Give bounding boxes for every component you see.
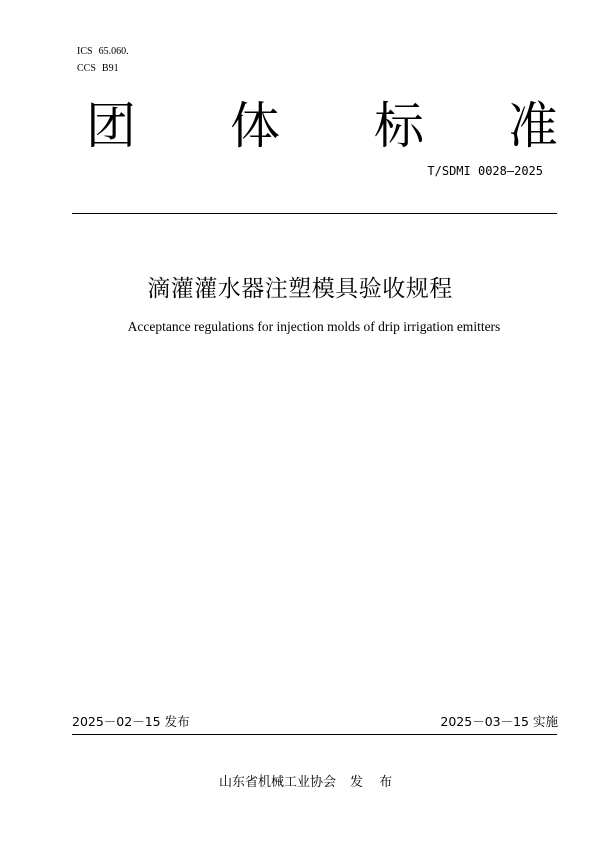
- ccs-code: B91: [101, 63, 119, 74]
- header-divider: [72, 213, 557, 214]
- ccs-classification: [77, 63, 119, 75]
- header-char-standard: 标: [374, 97, 424, 155]
- header-char-group: 团: [86, 97, 136, 155]
- release-date: 2025－02－15 发布: [72, 714, 190, 729]
- footer-divider: [72, 734, 557, 735]
- issuer-action: 发 布: [350, 775, 399, 790]
- standard-number: T/SDMI 0028—2025: [427, 164, 543, 178]
- issuer-line: [219, 774, 398, 792]
- document-title-chinese: 滴灌灌水器注塑模具验收规程: [147, 276, 453, 302]
- header-char-body: 体: [230, 97, 280, 155]
- ics-code: 65.060.: [98, 46, 129, 57]
- document-title-english: Acceptance regulations for injection molds of drip irrigation emitters: [127, 319, 501, 334]
- header-char-norm: 准: [508, 97, 558, 155]
- ccs-label: CCS: [77, 63, 96, 74]
- implementation-date: 2025－03－15 实施: [440, 714, 558, 729]
- ics-label: ICS: [77, 46, 93, 57]
- issuer-organization: 山东省机械工业协会: [219, 775, 337, 790]
- ics-classification: [77, 46, 129, 58]
